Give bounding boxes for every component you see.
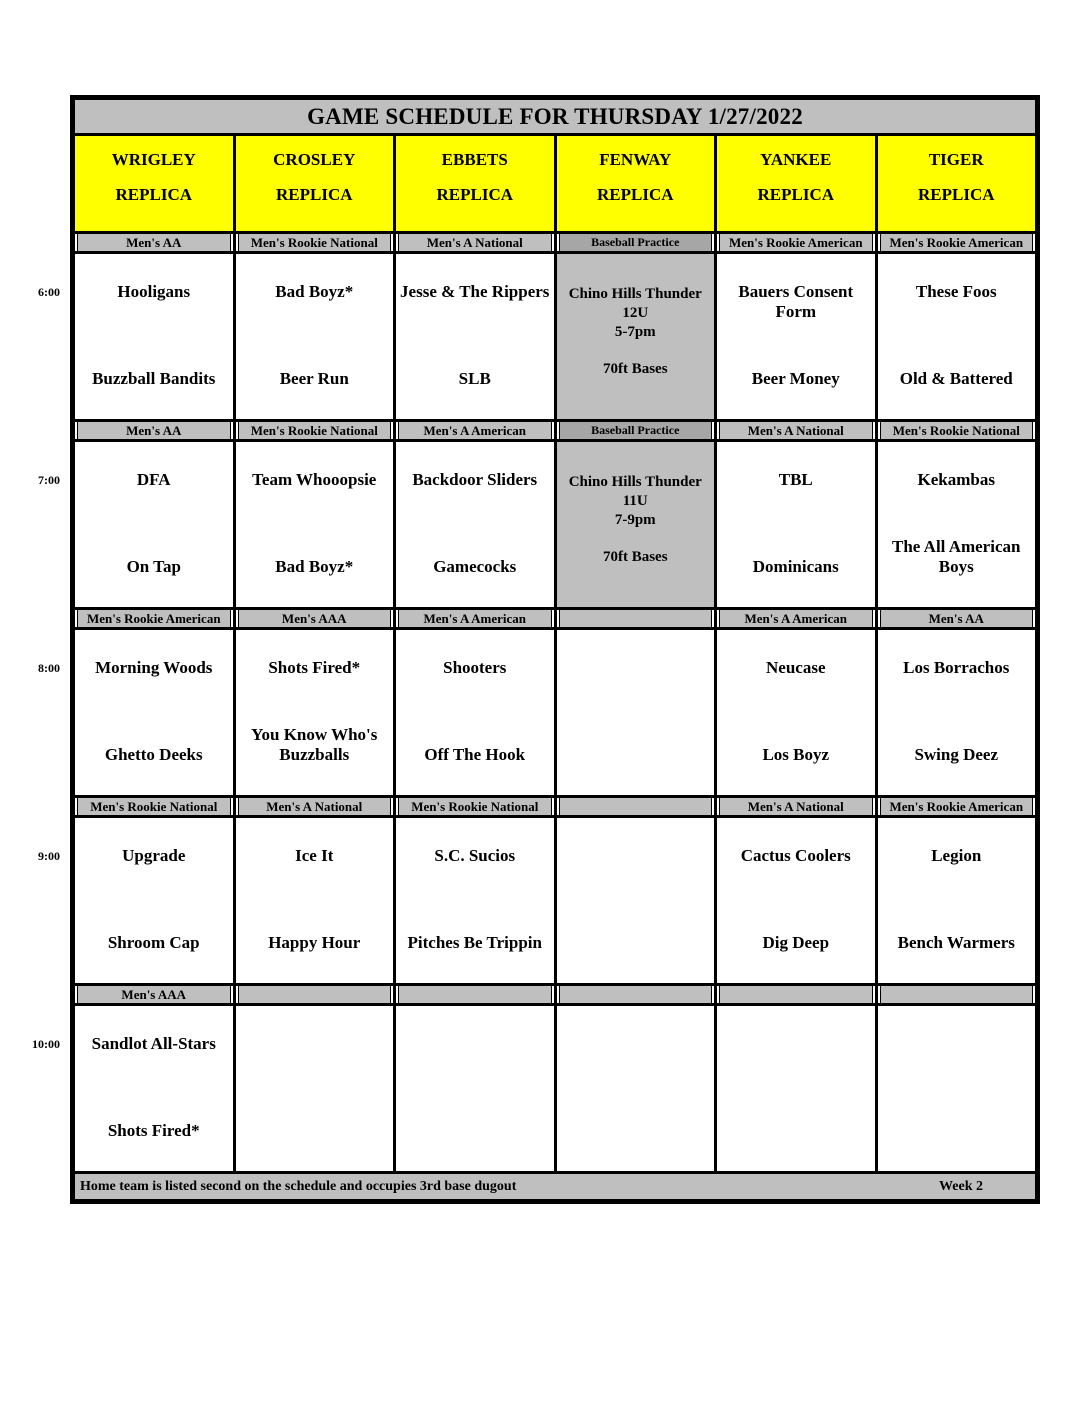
field-header-tiger	[878, 136, 1036, 231]
home-team: Pitches Be Trippin	[407, 933, 542, 952]
home-team: Dig Deep	[762, 933, 830, 952]
home-team: Shots Fired*	[107, 1121, 200, 1140]
field-name: FENWAY	[599, 150, 672, 169]
division-label	[398, 986, 552, 1003]
practice-note: 70ft Bases	[602, 360, 668, 377]
division-label	[238, 986, 392, 1003]
division-label	[559, 986, 713, 1003]
home-team: Happy Hour	[268, 933, 361, 952]
home-team: The All American Boys	[892, 537, 1021, 576]
home-team: Bad Boyz*	[275, 557, 354, 576]
division-cell	[557, 986, 715, 1003]
game-cell	[75, 1006, 233, 1171]
game-cell	[717, 442, 875, 607]
division-label: Baseball Practice	[559, 234, 713, 251]
home-team: Old & Battered	[899, 369, 1013, 388]
practice-line: Chino Hills Thunder	[568, 473, 702, 490]
away-team: TBL	[778, 470, 813, 489]
game-cell	[878, 630, 1036, 795]
division-label: Men's Rookie National	[880, 422, 1034, 439]
away-team: Shooters	[443, 658, 507, 677]
week-label: Week 2	[939, 1178, 983, 1194]
empty-game-cell	[878, 1006, 1036, 1171]
division-cell	[878, 610, 1036, 627]
field-header-crosley	[236, 136, 394, 231]
division-cell	[75, 798, 233, 815]
home-team: SLB	[458, 369, 491, 388]
game-cell	[717, 818, 875, 983]
field-header-yankee	[717, 136, 875, 231]
field-header-fenway	[557, 136, 715, 231]
division-cell	[717, 422, 875, 439]
division-label: Men's A National	[398, 234, 552, 251]
empty-game-cell	[717, 1006, 875, 1171]
division-cell	[557, 234, 715, 251]
home-team: You Know Who's Buzzballs	[251, 725, 378, 764]
division-label: Men's Rookie American	[77, 610, 231, 627]
away-team: Bad Boyz*	[275, 282, 354, 301]
time-label: 7:00	[38, 473, 60, 487]
division-cell	[75, 234, 233, 251]
division-cell	[236, 798, 394, 815]
division-cell	[236, 610, 394, 627]
division-cell	[75, 986, 233, 1003]
away-team: Los Borrachos	[903, 658, 1010, 677]
division-label: Men's A American	[398, 422, 552, 439]
division-label: Men's AA	[77, 422, 231, 439]
division-label: Men's AA	[77, 234, 231, 251]
home-team: Buzzball Bandits	[92, 369, 216, 388]
division-label: Men's Rookie National	[77, 798, 231, 815]
game-cell	[396, 818, 554, 983]
game-cell	[236, 630, 394, 795]
schedule-table	[70, 95, 1040, 1204]
home-team: Beer Money	[751, 369, 840, 388]
field-subtitle: REPLICA	[917, 185, 995, 204]
practice-note: 70ft Bases	[602, 548, 668, 565]
game-cell	[396, 630, 554, 795]
division-cell	[236, 422, 394, 439]
field-name: YANKEE	[760, 150, 832, 169]
empty-game-cell	[557, 630, 715, 795]
division-label: Men's A National	[238, 798, 392, 815]
away-team: Shots Fired*	[268, 658, 361, 677]
home-team: Bench Warmers	[897, 933, 1015, 952]
division-cell	[717, 610, 875, 627]
empty-game-cell	[236, 1006, 394, 1171]
away-team: Team Whooopsie	[252, 470, 377, 489]
game-cell	[878, 818, 1036, 983]
game-cell	[717, 254, 875, 419]
home-team: Beer Run	[279, 369, 349, 388]
time-label: 6:00	[38, 285, 60, 299]
division-cell	[396, 422, 554, 439]
division-cell	[878, 422, 1036, 439]
division-label: Men's A American	[398, 610, 552, 627]
division-cell	[878, 798, 1036, 815]
division-label: Men's Rookie American	[880, 798, 1034, 815]
game-cell	[717, 630, 875, 795]
practice-line: 11U	[622, 492, 648, 509]
empty-game-cell	[396, 1006, 554, 1171]
division-label	[559, 798, 713, 815]
division-cell	[396, 610, 554, 627]
division-cell	[236, 234, 394, 251]
away-team: Sandlot All-Stars	[91, 1034, 216, 1053]
division-cell	[396, 798, 554, 815]
game-cell	[75, 254, 233, 419]
practice-line: 5-7pm	[614, 323, 656, 340]
division-label: Men's AA	[880, 610, 1034, 627]
away-team: Ice It	[295, 846, 334, 865]
game-cell	[75, 442, 233, 607]
away-team: These Foos	[915, 282, 997, 301]
division-label: Men's A National	[719, 422, 873, 439]
practice-cell	[557, 442, 715, 607]
division-label	[719, 986, 873, 1003]
practice-line: 12U	[622, 304, 649, 321]
away-team: Morning Woods	[95, 658, 213, 677]
division-cell	[878, 986, 1036, 1003]
division-label: Men's Rookie National	[238, 422, 392, 439]
practice-line: 7-9pm	[614, 511, 656, 528]
time-label: 10:00	[32, 1037, 60, 1051]
home-team: Los Boyz	[762, 745, 830, 764]
game-cell	[236, 442, 394, 607]
field-name: EBBETS	[441, 150, 508, 169]
field-subtitle: REPLICA	[596, 185, 674, 204]
game-cell	[75, 630, 233, 795]
away-team: DFA	[136, 470, 171, 489]
game-cell	[396, 442, 554, 607]
division-label: Men's Rookie American	[719, 234, 873, 251]
away-team: Hooligans	[117, 282, 191, 301]
division-cell	[557, 610, 715, 627]
division-label	[559, 610, 713, 627]
field-name: CROSLEY	[273, 150, 356, 169]
division-cell	[717, 986, 875, 1003]
field-subtitle: REPLICA	[757, 185, 834, 204]
division-cell	[75, 422, 233, 439]
away-team: S.C. Sucios	[434, 846, 516, 865]
game-cell	[878, 442, 1036, 607]
schedule-title: GAME SCHEDULE FOR THURSDAY 1/27/2022	[75, 100, 1035, 133]
home-team: Ghetto Deeks	[104, 745, 203, 764]
division-label: Men's AAA	[238, 610, 392, 627]
empty-game-cell	[557, 1006, 715, 1171]
field-header-ebbets	[396, 136, 554, 231]
division-label: Men's A American	[719, 610, 873, 627]
field-subtitle: REPLICA	[115, 185, 192, 204]
division-cell	[717, 234, 875, 251]
home-team: Swing Deez	[914, 745, 999, 764]
game-cell	[396, 254, 554, 419]
home-team: On Tap	[126, 557, 181, 576]
division-cell	[717, 798, 875, 815]
division-cell	[75, 610, 233, 627]
home-team: Shroom Cap	[107, 933, 200, 952]
game-cell	[236, 818, 394, 983]
field-subtitle: REPLICA	[275, 185, 353, 204]
division-label: Baseball Practice	[559, 422, 713, 439]
footer-bar	[75, 1174, 1035, 1199]
division-cell	[396, 986, 554, 1003]
field-header-wrigley	[75, 136, 233, 231]
game-cell	[236, 254, 394, 419]
division-cell	[396, 234, 554, 251]
empty-game-cell	[557, 818, 715, 983]
division-label: Men's Rookie National	[238, 234, 392, 251]
division-label	[880, 986, 1034, 1003]
home-team: Gamecocks	[433, 557, 517, 576]
time-label: 9:00	[38, 849, 60, 863]
game-cell	[878, 254, 1036, 419]
away-team: Legion	[931, 846, 982, 865]
time-label: 8:00	[38, 661, 60, 675]
division-label: Men's Rookie National	[398, 798, 552, 815]
game-cell	[75, 818, 233, 983]
home-team: Off The Hook	[424, 745, 526, 764]
division-cell	[557, 798, 715, 815]
division-label: Men's AAA	[77, 986, 231, 1003]
division-cell	[236, 986, 394, 1003]
footer-note: Home team is listed second on the schedule and occupies 3rd base dugout	[80, 1178, 517, 1194]
away-team: Kekambas	[917, 470, 995, 489]
division-cell	[557, 422, 715, 439]
division-label: Men's A National	[719, 798, 873, 815]
away-team: Cactus Coolers	[740, 846, 851, 865]
practice-line: Chino Hills Thunder	[568, 285, 702, 302]
practice-cell	[557, 254, 715, 419]
division-cell	[878, 234, 1036, 251]
away-team: Bauers Consent Form	[738, 282, 854, 321]
away-team: Upgrade	[122, 846, 186, 865]
field-subtitle: REPLICA	[436, 185, 513, 204]
field-name: WRIGLEY	[111, 150, 196, 169]
home-team: Dominicans	[752, 557, 839, 576]
division-label: Men's Rookie American	[880, 234, 1034, 251]
away-team: Jesse & The Rippers	[400, 282, 550, 301]
away-team: Neucase	[766, 658, 826, 677]
away-team: Backdoor Sliders	[412, 470, 538, 489]
field-name: TIGER	[928, 150, 984, 169]
